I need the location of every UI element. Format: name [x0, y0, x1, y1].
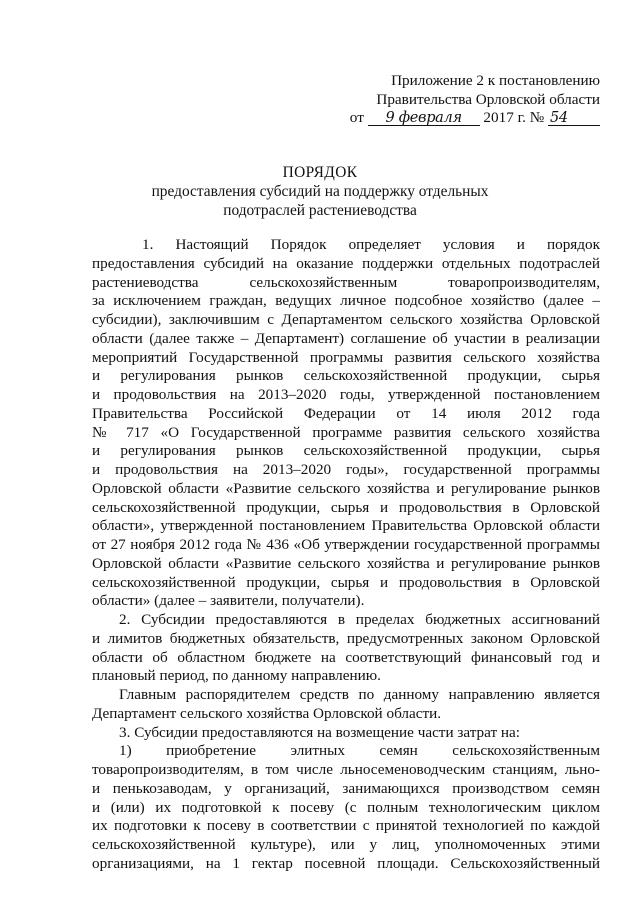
text-line: растениеводства сельскохозяйственным товаропроизводителям,	[92, 273, 600, 291]
title-sub-2: подотраслей растениеводства	[223, 202, 417, 219]
paragraph-2	[92, 611, 600, 686]
paragraph-1	[92, 236, 600, 611]
text-line: Департамент сельского хозяйства Орловской области.	[92, 704, 442, 722]
text-line: и лимитов бюджетных обязательств, предусмотренных законом Орловской	[92, 629, 600, 647]
text-line: и регулирования рынков сельскохозяйственной продукции, сырья	[92, 442, 600, 460]
text-line: 1. Настоящий Порядок определяет условия и порядок	[142, 236, 600, 253]
text-line: сельскохозяйственной продукции, сырья и продовольствия в Орловской	[92, 573, 600, 591]
text-line: и регулирования рынков сельскохозяйственной продукции, сырья	[92, 367, 600, 385]
title-main: ПОРЯДОК	[282, 164, 358, 181]
text-line: организациями, на 1 гектар посевной площади. Сельскохозяйственный	[92, 854, 600, 872]
text-line: Главным распорядителем средств по данному направлению является	[119, 686, 600, 703]
title-sub-1: предоставления субсидий на поддержку отдельных	[151, 183, 489, 200]
text-line: за исключением граждан, ведущих личное подсобное хозяйство (далее –	[92, 292, 600, 310]
text-line: от 27 ноября 2012 года № 436 «Об утверждении государственной программы	[92, 536, 600, 553]
year-label: 2017 г. №	[483, 109, 545, 126]
date-prefix: от	[349, 109, 364, 126]
header-line-2: Правительства Орловской области	[376, 90, 600, 108]
header-line-1: Приложение 2 к постановлению	[391, 72, 600, 89]
text-line: и пенькозаводам, у организаций, занимающихся производством семян	[92, 779, 600, 797]
paragraph-5	[92, 742, 600, 873]
text-line: сельскохозяйственной продукции, сырья и продовольствия в Орловской	[92, 498, 600, 516]
text-line: сельскохозяйственной культуре), или у лиц, уполномоченных этими	[92, 836, 600, 853]
text-line: субсидии), заключившим с Департаментом сельского хозяйства Орловской	[92, 311, 600, 328]
document-body	[92, 236, 600, 874]
text-line: 3. Субсидии предоставляются на возмещение части затрат на:	[119, 723, 521, 741]
text-line: области», утвержденной постановлением Правительства Орловской области	[92, 517, 600, 535]
text-line: Орловской области «Развитие сельского хозяйства и регулирование рынков	[92, 479, 600, 497]
paragraph-4	[92, 724, 600, 743]
text-line: и (или) их подготовкой к посеву (с полным технологическим циклом	[92, 798, 600, 816]
text-line: предоставления субсидий на оказание поддержки отдельных подотраслей	[92, 254, 600, 272]
header-date-line	[340, 109, 600, 128]
text-line: и продовольствия на 2013–2020 годы», государственной программы	[92, 461, 600, 478]
handwritten-date: 9 февраля	[368, 111, 480, 126]
appendix-header	[340, 72, 600, 128]
text-line: 2. Субсидии предоставляются в пределах бюджетных ассигнований	[119, 611, 600, 628]
text-line: № 717 «О Государственной программе развития сельского хозяйства	[92, 423, 600, 441]
text-line: мероприятий Государственной программы развития сельского хозяйства	[92, 348, 600, 366]
paragraph-3	[92, 686, 600, 724]
handwritten-number: 54	[548, 111, 600, 126]
text-line: и продовольствия на 2013–2020 годы, утвержденной постановлением	[92, 386, 600, 403]
text-line: плановый период, по данному направлению.	[92, 667, 381, 685]
text-line: 1) приобретение элитных семян сельскохозяйственным	[119, 742, 600, 760]
text-line: Правительства Российской Федерации от 14 июля 2012 года	[92, 404, 600, 422]
text-line: области об областном бюджете на соответствующий финансовый год и	[92, 648, 600, 666]
text-line: их подготовки к посеву в соответствии с принятой технологией по каждой	[92, 817, 600, 835]
text-line: товаропроизводителям, в том числе льносеменоводческим станциям, льно-	[92, 761, 600, 778]
document-title	[0, 163, 640, 220]
text-line: Орловской области «Развитие сельского хозяйства и регулирование рынков	[92, 554, 600, 572]
text-line: области» (далее – заявители, получатели).	[92, 592, 365, 610]
text-line: области (далее также – Департамент) соглашение об участии в реализации	[92, 329, 600, 347]
